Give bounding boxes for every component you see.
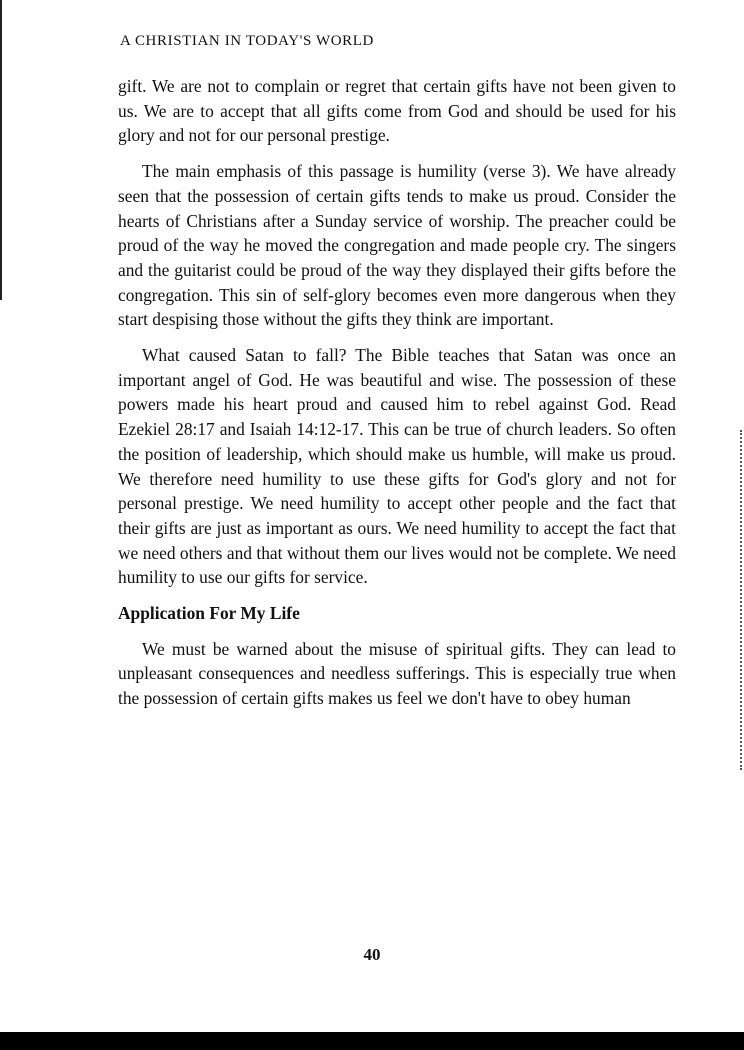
scan-edge-right [740,430,744,770]
paragraph-application: We must be warned about the misuse of spiritual gifts. They can lead to unpleasant consequences and needless sufferings. This is especially true when the possession of certain gifts makes us feel we don't have to obey human [118,638,676,709]
scan-edge-bottom [0,1032,744,1050]
section-heading: Application For My Life [118,603,300,624]
paragraph-humility: The main emphasis of this passage is humility (verse 3). We have already seen that the possession of certain gifts tends to make us proud. Consider the hearts of Christians after a Sunday service of worship. The preacher could be proud of the way he moved the congregation and made people cry. The singers and the guitarist could be proud of the way they displayed their gifts before the congregation. This sin of self-glory becomes even more dangerous when they start despising those without the gifts they think are important. [118,161,676,330]
running-header-title: A CHRISTIAN IN TODAY'S WORLD [120,33,374,49]
paragraph-continuation: gift. We are not to complain or regret that certain gifts have not been given to us. We are to accept that all gifts come from God and should be used for his glory and not for our personal prestige. [118,76,676,146]
paragraph-satan: What caused Satan to fall? The Bible teaches that Satan was once an important angel of God. He was beautiful and wise. The possession of these powers made his heart proud and caused him to rebel against God. Read Ezekiel 28:17 and Isaiah 14:12-17. This can be true of church leaders. So often the position of leadership, which should make us humble, will make us proud. We therefore need humility to use these gifts for God's glory and not for personal prestige. We need humility to accept other people and the fact that their gifts are just as important as ours. We need humility to accept the fact that we need others and that without them our lives would not be complete. We need humility to use our gifts for service. [118,345,676,588]
body-text [118,74,676,722]
scan-edge-left [0,0,2,300]
page-number: 40 [363,945,381,964]
